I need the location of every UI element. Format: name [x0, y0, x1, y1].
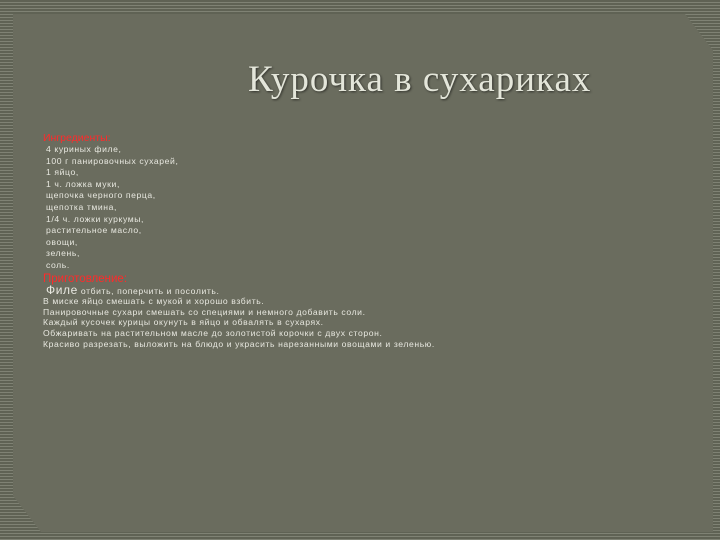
ingredient-item: овощи, — [46, 236, 78, 247]
step-first-word: Филе — [46, 282, 78, 297]
ingredient-item: 1 ч. ложка муки, — [46, 178, 120, 189]
slide-title: Курочка в сухариках — [248, 59, 592, 100]
ingredient-item: щепочка черного перца, — [46, 190, 156, 201]
preparation-step — [43, 282, 703, 297]
ingredient-item: щепотка тмина, — [46, 201, 118, 212]
preparation-step: Красиво разрезать, выложить на блюдо и украсить нарезанными овощами и зеленью. — [43, 338, 435, 349]
ingredient-item: соль. — [46, 259, 70, 270]
preparation-step: В миске яйцо смешать с мукой и хорошо взбить. — [43, 296, 265, 307]
preparation-step: Обжаривать на растительном масле до золотистой корочки с двух сторон. — [43, 327, 383, 338]
ingredient-item: 100 г панировочных сухарей, — [46, 155, 179, 166]
ingredient-item: зелень, — [46, 248, 80, 259]
preparation-steps — [43, 282, 703, 350]
ingredients-list — [43, 144, 703, 272]
preparation-step: Панировочные сухари смешать со специями и немного добавить соли. — [43, 306, 366, 317]
step-first-rest: отбить, поперчить и посолить. — [77, 285, 220, 296]
ingredient-item: 1 яйцо, — [46, 167, 79, 178]
preparation-step: Каждый кусочек курицы окунуть в яйцо и обвалять в сухарях. — [43, 317, 324, 328]
ingredient-item: растительное масло, — [46, 225, 142, 236]
ingredient-item: 4 куриных филе, — [46, 144, 122, 154]
ingredients-heading: Ингредиенты: — [43, 132, 111, 144]
recipe-content — [43, 132, 703, 349]
ingredient-item: 1/4 ч. ложки куркумы, — [46, 213, 145, 224]
preparation-heading: Приготовление: — [43, 272, 128, 285]
